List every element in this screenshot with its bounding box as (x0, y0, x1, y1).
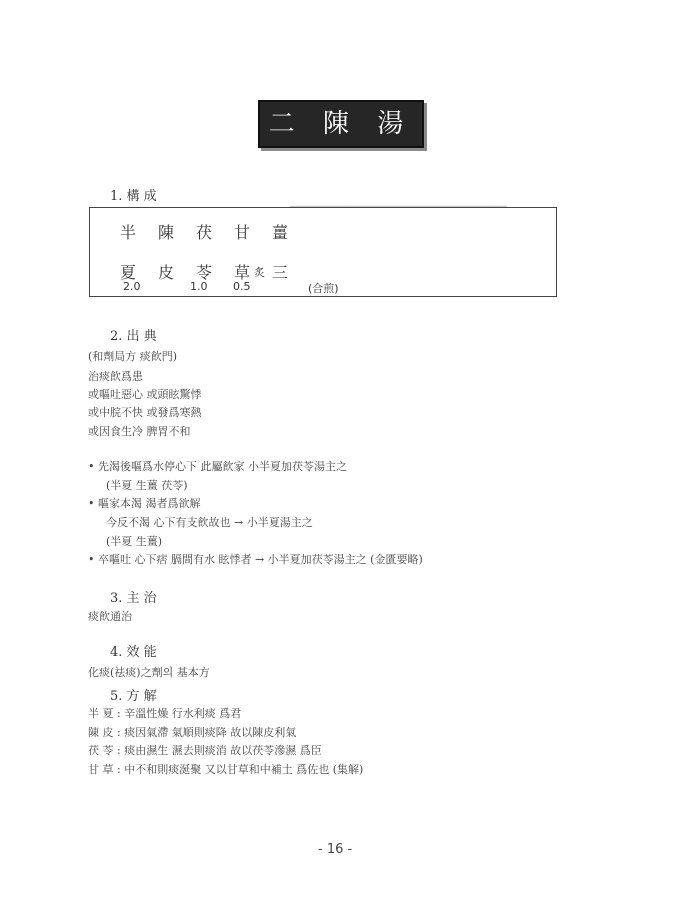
herb-char: 薑 (272, 223, 289, 242)
dose-value: 1.0 (190, 280, 208, 293)
herb-char: 甘 (234, 223, 251, 242)
bullet-line: • 嘔家本渴 渴者爲欲解 (88, 497, 201, 510)
section-heading-source: 2. 出 典 (110, 329, 157, 344)
source-line: 或中脘不快 或發爲寒熱 (88, 406, 202, 419)
herb-char: 夏 (120, 263, 137, 282)
herb-char: 三 (272, 263, 289, 282)
explanation-row (88, 724, 296, 740)
explanation-text: : 痰因氣滯 氣順則痰降 故以陳皮利氣 (117, 726, 297, 739)
herb-char: 皮 (158, 263, 175, 282)
herb-char: 茯 (196, 223, 213, 242)
explanation-row (88, 705, 241, 721)
dose-note: (合煎) (308, 282, 339, 295)
section-heading-composition: 1. 構 成 (110, 189, 157, 204)
explanation-text: : 辛溫性燥 行水利痰 爲君 (117, 707, 242, 720)
composition-row-1 (120, 220, 310, 243)
dose-value: 0.5 (233, 280, 251, 293)
source-line: 或嘔吐惡心 或頭眩驚悸 (88, 388, 202, 401)
explanation-herb: 半 夏 (88, 707, 114, 720)
page-title: 二 陳 湯 (258, 100, 424, 148)
bullet-line: • 卒嘔吐 心下痞 膈間有水 眩悸者 → 小半夏加茯苓湯主之 (金匱要略) (88, 553, 423, 566)
dose-value: 2.0 (123, 280, 141, 293)
indications-text: 痰飮通治 (88, 610, 132, 623)
explanation-row (88, 761, 363, 777)
herb-char: 陳 (158, 223, 175, 242)
source-line: 治痰飮爲患 (88, 370, 143, 383)
bullet-line: (半夏 生薑 茯苓) (106, 479, 188, 492)
bullet-line: 今反不渴 心下有支飮故也 → 小半夏湯主之 (106, 516, 313, 529)
page-number: - 16 - (318, 842, 353, 857)
bullet-line: (半夏 生薑) (106, 535, 163, 548)
section-heading-explanation: 5. 方 解 (110, 689, 157, 704)
section-heading-indications: 3. 主 治 (110, 591, 157, 606)
efficacy-text: 化痰(祛痰)之劑의 基本方 (88, 666, 210, 679)
source-line: 或因食生冷 脾胃不和 (88, 425, 191, 438)
herb-char: 苓 (196, 263, 213, 282)
composition-row-2 (120, 260, 310, 283)
section-heading-efficacy: 4. 效 能 (110, 645, 157, 660)
herb-char-small: 炙 (254, 266, 265, 279)
explanation-row (88, 742, 322, 758)
source-line: (和劑局方 痰飮門) (88, 350, 178, 363)
explanation-herb: 陳 皮 (88, 726, 114, 739)
explanation-herb: 茯 苓 (88, 744, 114, 757)
composition-box (89, 207, 557, 297)
bleed-through-mark: ━━━━━━━━━━━━━━━━━━━━━━━━━━━━━━━━━━━━ (290, 202, 507, 213)
bullet-line: • 先渴後嘔爲水停心下 此屬飮家 小半夏加茯苓湯主之 (88, 460, 347, 473)
herb-char: 半 (120, 223, 137, 242)
explanation-herb: 甘 草 (88, 763, 114, 776)
explanation-text: : 中不和則痰涎聚 又以甘草和中補土 爲佐也 (集解) (117, 763, 364, 776)
herb-char: 草 (234, 263, 251, 282)
explanation-text: : 痰由濕生 濕去則痰消 故以茯苓滲濕 爲臣 (117, 744, 322, 757)
